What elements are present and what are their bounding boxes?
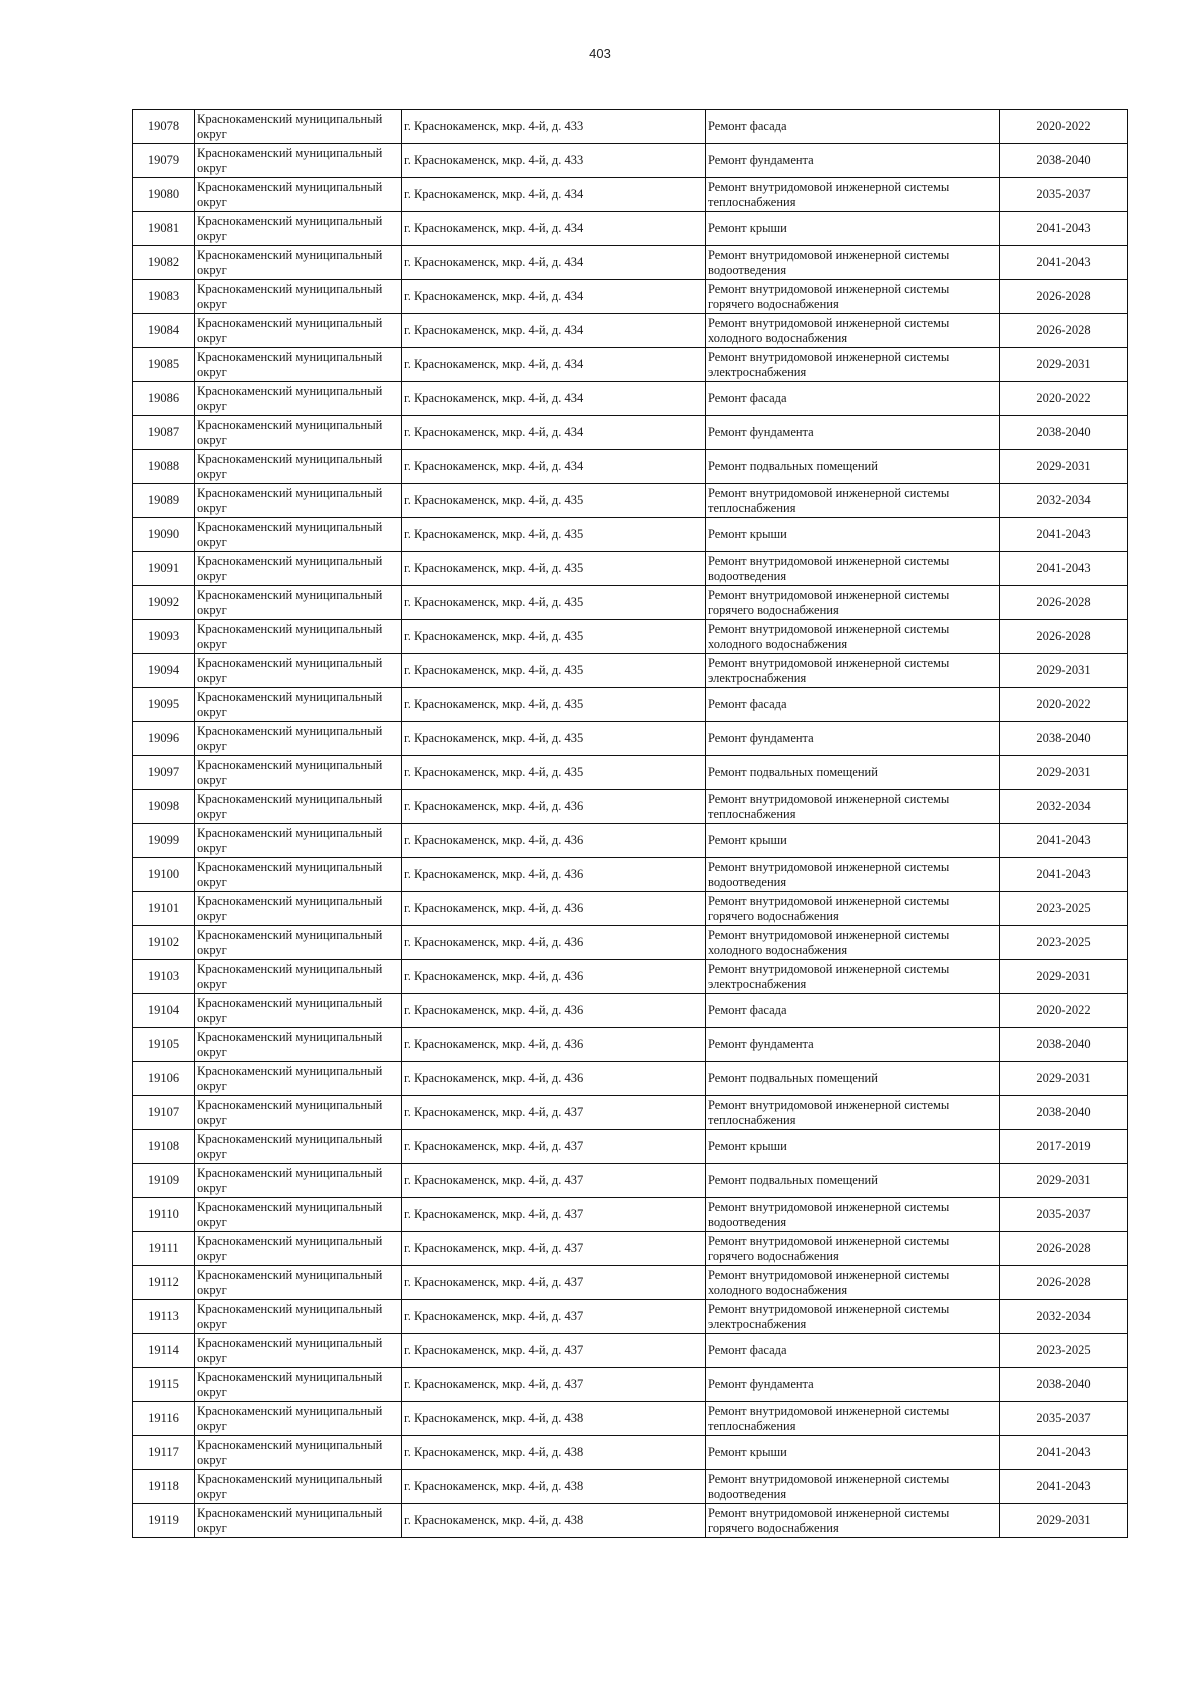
row-number-cell: 19119 xyxy=(133,1504,195,1538)
work-type-cell: Ремонт внутридомовой инженерной системы теплоснабжения xyxy=(706,178,1000,212)
period-cell: 2032-2034 xyxy=(1000,1300,1128,1334)
table-row xyxy=(133,1368,1128,1402)
period-cell: 2023-2025 xyxy=(1000,892,1128,926)
address-cell: г. Краснокаменск, мкр. 4-й, д. 433 xyxy=(402,144,706,178)
work-type-cell: Ремонт крыши xyxy=(706,518,1000,552)
period-cell: 2041-2043 xyxy=(1000,246,1128,280)
municipality-cell: Краснокаменский муниципальный округ xyxy=(195,1130,402,1164)
period-cell: 2026-2028 xyxy=(1000,314,1128,348)
work-type-cell: Ремонт внутридомовой инженерной системы водоотведения xyxy=(706,1198,1000,1232)
address-cell: г. Краснокаменск, мкр. 4-й, д. 435 xyxy=(402,484,706,518)
period-cell: 2029-2031 xyxy=(1000,960,1128,994)
table-row xyxy=(133,1402,1128,1436)
row-number-cell: 19079 xyxy=(133,144,195,178)
work-type-cell: Ремонт фундамента xyxy=(706,722,1000,756)
period-cell: 2038-2040 xyxy=(1000,1368,1128,1402)
municipality-cell: Краснокаменский муниципальный округ xyxy=(195,1368,402,1402)
table-row xyxy=(133,1232,1128,1266)
municipality-cell: Краснокаменский муниципальный округ xyxy=(195,1436,402,1470)
period-cell: 2035-2037 xyxy=(1000,1402,1128,1436)
row-number-cell: 19102 xyxy=(133,926,195,960)
municipality-cell: Краснокаменский муниципальный округ xyxy=(195,110,402,144)
row-number-cell: 19088 xyxy=(133,450,195,484)
municipality-cell: Краснокаменский муниципальный округ xyxy=(195,382,402,416)
table-row xyxy=(133,110,1128,144)
table-row xyxy=(133,314,1128,348)
municipality-cell: Краснокаменский муниципальный округ xyxy=(195,824,402,858)
row-number-cell: 19108 xyxy=(133,1130,195,1164)
period-cell: 2035-2037 xyxy=(1000,178,1128,212)
address-cell: г. Краснокаменск, мкр. 4-й, д. 436 xyxy=(402,790,706,824)
municipality-cell: Краснокаменский муниципальный округ xyxy=(195,450,402,484)
page-number: 403 xyxy=(589,46,611,61)
address-cell: г. Краснокаменск, мкр. 4-й, д. 434 xyxy=(402,314,706,348)
row-number-cell: 19115 xyxy=(133,1368,195,1402)
work-type-cell: Ремонт подвальных помещений xyxy=(706,450,1000,484)
municipality-cell: Краснокаменский муниципальный округ xyxy=(195,790,402,824)
row-number-cell: 19099 xyxy=(133,824,195,858)
address-cell: г. Краснокаменск, мкр. 4-й, д. 437 xyxy=(402,1130,706,1164)
row-number-cell: 19117 xyxy=(133,1436,195,1470)
work-type-cell: Ремонт внутридомовой инженерной системы теплоснабжения xyxy=(706,1096,1000,1130)
address-cell: г. Краснокаменск, мкр. 4-й, д. 435 xyxy=(402,756,706,790)
address-cell: г. Краснокаменск, мкр. 4-й, д. 434 xyxy=(402,450,706,484)
row-number-cell: 19084 xyxy=(133,314,195,348)
period-cell: 2032-2034 xyxy=(1000,790,1128,824)
address-cell: г. Краснокаменск, мкр. 4-й, д. 435 xyxy=(402,620,706,654)
table-row xyxy=(133,688,1128,722)
work-type-cell: Ремонт внутридомовой инженерной системы водоотведения xyxy=(706,246,1000,280)
row-number-cell: 19081 xyxy=(133,212,195,246)
table-row xyxy=(133,178,1128,212)
table-row xyxy=(133,756,1128,790)
municipality-cell: Краснокаменский муниципальный округ xyxy=(195,892,402,926)
table-row xyxy=(133,484,1128,518)
work-type-cell: Ремонт фасада xyxy=(706,382,1000,416)
address-cell: г. Краснокаменск, мкр. 4-й, д. 434 xyxy=(402,348,706,382)
address-cell: г. Краснокаменск, мкр. 4-й, д. 435 xyxy=(402,586,706,620)
municipality-cell: Краснокаменский муниципальный округ xyxy=(195,722,402,756)
period-cell: 2032-2034 xyxy=(1000,484,1128,518)
table-row xyxy=(133,1198,1128,1232)
municipality-cell: Краснокаменский муниципальный округ xyxy=(195,1232,402,1266)
period-cell: 2041-2043 xyxy=(1000,212,1128,246)
address-cell: г. Краснокаменск, мкр. 4-й, д. 436 xyxy=(402,824,706,858)
table-row xyxy=(133,348,1128,382)
period-cell: 2041-2043 xyxy=(1000,518,1128,552)
row-number-cell: 19105 xyxy=(133,1028,195,1062)
period-cell: 2029-2031 xyxy=(1000,1504,1128,1538)
work-type-cell: Ремонт подвальных помещений xyxy=(706,1062,1000,1096)
row-number-cell: 19104 xyxy=(133,994,195,1028)
work-type-cell: Ремонт крыши xyxy=(706,1130,1000,1164)
table-row xyxy=(133,722,1128,756)
address-cell: г. Краснокаменск, мкр. 4-й, д. 435 xyxy=(402,722,706,756)
period-cell: 2038-2040 xyxy=(1000,1096,1128,1130)
work-type-cell: Ремонт внутридомовой инженерной системы холодного водоснабжения xyxy=(706,926,1000,960)
address-cell: г. Краснокаменск, мкр. 4-й, д. 436 xyxy=(402,960,706,994)
address-cell: г. Краснокаменск, мкр. 4-й, д. 437 xyxy=(402,1232,706,1266)
row-number-cell: 19085 xyxy=(133,348,195,382)
table-row xyxy=(133,1470,1128,1504)
table-row xyxy=(133,1028,1128,1062)
table-row xyxy=(133,1436,1128,1470)
municipality-cell: Краснокаменский муниципальный округ xyxy=(195,654,402,688)
address-cell: г. Краснокаменск, мкр. 4-й, д. 435 xyxy=(402,654,706,688)
row-number-cell: 19110 xyxy=(133,1198,195,1232)
address-cell: г. Краснокаменск, мкр. 4-й, д. 435 xyxy=(402,518,706,552)
work-type-cell: Ремонт фундамента xyxy=(706,1368,1000,1402)
table-row xyxy=(133,212,1128,246)
work-type-cell: Ремонт фасада xyxy=(706,110,1000,144)
municipality-cell: Краснокаменский муниципальный округ xyxy=(195,620,402,654)
address-cell: г. Краснокаменск, мкр. 4-й, д. 437 xyxy=(402,1198,706,1232)
municipality-cell: Краснокаменский муниципальный округ xyxy=(195,348,402,382)
table-row xyxy=(133,858,1128,892)
work-type-cell: Ремонт внутридомовой инженерной системы холодного водоснабжения xyxy=(706,620,1000,654)
municipality-cell: Краснокаменский муниципальный округ xyxy=(195,926,402,960)
address-cell: г. Краснокаменск, мкр. 4-й, д. 434 xyxy=(402,382,706,416)
period-cell: 2041-2043 xyxy=(1000,824,1128,858)
period-cell: 2029-2031 xyxy=(1000,756,1128,790)
row-number-cell: 19116 xyxy=(133,1402,195,1436)
table-row xyxy=(133,1300,1128,1334)
row-number-cell: 19091 xyxy=(133,552,195,586)
municipality-cell: Краснокаменский муниципальный округ xyxy=(195,246,402,280)
address-cell: г. Краснокаменск, мкр. 4-й, д. 434 xyxy=(402,416,706,450)
period-cell: 2038-2040 xyxy=(1000,416,1128,450)
address-cell: г. Краснокаменск, мкр. 4-й, д. 434 xyxy=(402,280,706,314)
work-type-cell: Ремонт фундамента xyxy=(706,1028,1000,1062)
row-number-cell: 19094 xyxy=(133,654,195,688)
table-row xyxy=(133,1062,1128,1096)
work-type-cell: Ремонт внутридомовой инженерной системы электроснабжения xyxy=(706,960,1000,994)
period-cell: 2041-2043 xyxy=(1000,1436,1128,1470)
address-cell: г. Краснокаменск, мкр. 4-й, д. 438 xyxy=(402,1470,706,1504)
period-cell: 2023-2025 xyxy=(1000,926,1128,960)
row-number-cell: 19101 xyxy=(133,892,195,926)
table-row xyxy=(133,246,1128,280)
address-cell: г. Краснокаменск, мкр. 4-й, д. 436 xyxy=(402,892,706,926)
row-number-cell: 19089 xyxy=(133,484,195,518)
period-cell: 2038-2040 xyxy=(1000,144,1128,178)
period-cell: 2038-2040 xyxy=(1000,722,1128,756)
row-number-cell: 19095 xyxy=(133,688,195,722)
row-number-cell: 19087 xyxy=(133,416,195,450)
period-cell: 2029-2031 xyxy=(1000,654,1128,688)
work-type-cell: Ремонт фундамента xyxy=(706,144,1000,178)
address-cell: г. Краснокаменск, мкр. 4-й, д. 434 xyxy=(402,246,706,280)
municipality-cell: Краснокаменский муниципальный округ xyxy=(195,1096,402,1130)
municipality-cell: Краснокаменский муниципальный округ xyxy=(195,1028,402,1062)
address-cell: г. Краснокаменск, мкр. 4-й, д. 438 xyxy=(402,1436,706,1470)
period-cell: 2020-2022 xyxy=(1000,688,1128,722)
table-row xyxy=(133,518,1128,552)
municipality-cell: Краснокаменский муниципальный округ xyxy=(195,1470,402,1504)
address-cell: г. Краснокаменск, мкр. 4-й, д. 435 xyxy=(402,552,706,586)
period-cell: 2029-2031 xyxy=(1000,1164,1128,1198)
municipality-cell: Краснокаменский муниципальный округ xyxy=(195,858,402,892)
work-type-cell: Ремонт подвальных помещений xyxy=(706,756,1000,790)
work-type-cell: Ремонт крыши xyxy=(706,212,1000,246)
work-type-cell: Ремонт внутридомовой инженерной системы теплоснабжения xyxy=(706,484,1000,518)
municipality-cell: Краснокаменский муниципальный округ xyxy=(195,1334,402,1368)
address-cell: г. Краснокаменск, мкр. 4-й, д. 437 xyxy=(402,1096,706,1130)
address-cell: г. Краснокаменск, мкр. 4-й, д. 434 xyxy=(402,212,706,246)
table-row xyxy=(133,552,1128,586)
period-cell: 2041-2043 xyxy=(1000,552,1128,586)
table-row xyxy=(133,892,1128,926)
row-number-cell: 19114 xyxy=(133,1334,195,1368)
row-number-cell: 19096 xyxy=(133,722,195,756)
address-cell: г. Краснокаменск, мкр. 4-й, д. 437 xyxy=(402,1164,706,1198)
row-number-cell: 19109 xyxy=(133,1164,195,1198)
period-cell: 2029-2031 xyxy=(1000,450,1128,484)
municipality-cell: Краснокаменский муниципальный округ xyxy=(195,994,402,1028)
address-cell: г. Краснокаменск, мкр. 4-й, д. 438 xyxy=(402,1402,706,1436)
period-cell: 2020-2022 xyxy=(1000,994,1128,1028)
period-cell: 2017-2019 xyxy=(1000,1130,1128,1164)
address-cell: г. Краснокаменск, мкр. 4-й, д. 438 xyxy=(402,1504,706,1538)
table-row xyxy=(133,586,1128,620)
period-cell: 2026-2028 xyxy=(1000,280,1128,314)
row-number-cell: 19111 xyxy=(133,1232,195,1266)
row-number-cell: 19083 xyxy=(133,280,195,314)
municipality-cell: Краснокаменский муниципальный округ xyxy=(195,1504,402,1538)
table-row xyxy=(133,824,1128,858)
address-cell: г. Краснокаменск, мкр. 4-й, д. 437 xyxy=(402,1334,706,1368)
work-type-cell: Ремонт внутридомовой инженерной системы горячего водоснабжения xyxy=(706,892,1000,926)
work-type-cell: Ремонт крыши xyxy=(706,1436,1000,1470)
row-number-cell: 19078 xyxy=(133,110,195,144)
row-number-cell: 19103 xyxy=(133,960,195,994)
row-number-cell: 19090 xyxy=(133,518,195,552)
municipality-cell: Краснокаменский муниципальный округ xyxy=(195,688,402,722)
address-cell: г. Краснокаменск, мкр. 4-й, д. 434 xyxy=(402,178,706,212)
row-number-cell: 19098 xyxy=(133,790,195,824)
table-row xyxy=(133,1504,1128,1538)
table-row xyxy=(133,382,1128,416)
period-cell: 2020-2022 xyxy=(1000,110,1128,144)
row-number-cell: 19086 xyxy=(133,382,195,416)
municipality-cell: Краснокаменский муниципальный округ xyxy=(195,1402,402,1436)
address-cell: г. Краснокаменск, мкр. 4-й, д. 437 xyxy=(402,1300,706,1334)
row-number-cell: 19107 xyxy=(133,1096,195,1130)
work-type-cell: Ремонт внутридомовой инженерной системы горячего водоснабжения xyxy=(706,586,1000,620)
work-type-cell: Ремонт внутридомовой инженерной системы водоотведения xyxy=(706,858,1000,892)
work-type-cell: Ремонт подвальных помещений xyxy=(706,1164,1000,1198)
period-cell: 2029-2031 xyxy=(1000,1062,1128,1096)
table-row xyxy=(133,1266,1128,1300)
municipality-cell: Краснокаменский муниципальный округ xyxy=(195,1300,402,1334)
address-cell: г. Краснокаменск, мкр. 4-й, д. 437 xyxy=(402,1368,706,1402)
period-cell: 2041-2043 xyxy=(1000,1470,1128,1504)
work-type-cell: Ремонт внутридомовой инженерной системы водоотведения xyxy=(706,1470,1000,1504)
work-type-cell: Ремонт внутридомовой инженерной системы горячего водоснабжения xyxy=(706,1232,1000,1266)
municipality-cell: Краснокаменский муниципальный округ xyxy=(195,756,402,790)
row-number-cell: 19118 xyxy=(133,1470,195,1504)
row-number-cell: 19100 xyxy=(133,858,195,892)
municipality-cell: Краснокаменский муниципальный округ xyxy=(195,1266,402,1300)
table-row xyxy=(133,1334,1128,1368)
address-cell: г. Краснокаменск, мкр. 4-й, д. 437 xyxy=(402,1266,706,1300)
work-type-cell: Ремонт внутридомовой инженерной системы теплоснабжения xyxy=(706,1402,1000,1436)
municipality-cell: Краснокаменский муниципальный округ xyxy=(195,212,402,246)
period-cell: 2023-2025 xyxy=(1000,1334,1128,1368)
address-cell: г. Краснокаменск, мкр. 4-й, д. 436 xyxy=(402,1028,706,1062)
period-cell: 2026-2028 xyxy=(1000,1232,1128,1266)
address-cell: г. Краснокаменск, мкр. 4-й, д. 435 xyxy=(402,688,706,722)
table-row xyxy=(133,1096,1128,1130)
address-cell: г. Краснокаменск, мкр. 4-й, д. 433 xyxy=(402,110,706,144)
period-cell: 2026-2028 xyxy=(1000,586,1128,620)
row-number-cell: 19112 xyxy=(133,1266,195,1300)
table-row xyxy=(133,654,1128,688)
period-cell: 2041-2043 xyxy=(1000,858,1128,892)
municipality-cell: Краснокаменский муниципальный округ xyxy=(195,416,402,450)
table-row xyxy=(133,1130,1128,1164)
repair-schedule-table xyxy=(132,109,1128,1538)
work-type-cell: Ремонт внутридомовой инженерной системы теплоснабжения xyxy=(706,790,1000,824)
municipality-cell: Краснокаменский муниципальный округ xyxy=(195,1164,402,1198)
period-cell: 2029-2031 xyxy=(1000,348,1128,382)
table-row xyxy=(133,790,1128,824)
work-type-cell: Ремонт внутридомовой инженерной системы электроснабжения xyxy=(706,348,1000,382)
table-row xyxy=(133,450,1128,484)
municipality-cell: Краснокаменский муниципальный округ xyxy=(195,484,402,518)
row-number-cell: 19080 xyxy=(133,178,195,212)
municipality-cell: Краснокаменский муниципальный округ xyxy=(195,280,402,314)
address-cell: г. Краснокаменск, мкр. 4-й, д. 436 xyxy=(402,994,706,1028)
table-row xyxy=(133,1164,1128,1198)
municipality-cell: Краснокаменский муниципальный округ xyxy=(195,1198,402,1232)
row-number-cell: 19082 xyxy=(133,246,195,280)
period-cell: 2035-2037 xyxy=(1000,1198,1128,1232)
work-type-cell: Ремонт внутридомовой инженерной системы водоотведения xyxy=(706,552,1000,586)
table-row xyxy=(133,416,1128,450)
period-cell: 2026-2028 xyxy=(1000,620,1128,654)
row-number-cell: 19092 xyxy=(133,586,195,620)
municipality-cell: Краснокаменский муниципальный округ xyxy=(195,144,402,178)
municipality-cell: Краснокаменский муниципальный округ xyxy=(195,518,402,552)
work-type-cell: Ремонт внутридомовой инженерной системы горячего водоснабжения xyxy=(706,1504,1000,1538)
municipality-cell: Краснокаменский муниципальный округ xyxy=(195,960,402,994)
table-row xyxy=(133,926,1128,960)
address-cell: г. Краснокаменск, мкр. 4-й, д. 436 xyxy=(402,858,706,892)
municipality-cell: Краснокаменский муниципальный округ xyxy=(195,314,402,348)
table-row xyxy=(133,960,1128,994)
row-number-cell: 19093 xyxy=(133,620,195,654)
municipality-cell: Краснокаменский муниципальный округ xyxy=(195,178,402,212)
period-cell: 2026-2028 xyxy=(1000,1266,1128,1300)
work-type-cell: Ремонт фундамента xyxy=(706,416,1000,450)
work-type-cell: Ремонт внутридомовой инженерной системы холодного водоснабжения xyxy=(706,314,1000,348)
period-cell: 2038-2040 xyxy=(1000,1028,1128,1062)
row-number-cell: 19113 xyxy=(133,1300,195,1334)
table-row xyxy=(133,620,1128,654)
work-type-cell: Ремонт внутридомовой инженерной системы электроснабжения xyxy=(706,1300,1000,1334)
work-type-cell: Ремонт внутридомовой инженерной системы холодного водоснабжения xyxy=(706,1266,1000,1300)
work-type-cell: Ремонт внутридомовой инженерной системы электроснабжения xyxy=(706,654,1000,688)
table-body xyxy=(133,110,1128,1538)
work-type-cell: Ремонт фасада xyxy=(706,1334,1000,1368)
work-type-cell: Ремонт фасада xyxy=(706,994,1000,1028)
table-row xyxy=(133,144,1128,178)
address-cell: г. Краснокаменск, мкр. 4-й, д. 436 xyxy=(402,926,706,960)
municipality-cell: Краснокаменский муниципальный округ xyxy=(195,586,402,620)
table-row xyxy=(133,994,1128,1028)
work-type-cell: Ремонт крыши xyxy=(706,824,1000,858)
table-row xyxy=(133,280,1128,314)
municipality-cell: Краснокаменский муниципальный округ xyxy=(195,552,402,586)
municipality-cell: Краснокаменский муниципальный округ xyxy=(195,1062,402,1096)
address-cell: г. Краснокаменск, мкр. 4-й, д. 436 xyxy=(402,1062,706,1096)
work-type-cell: Ремонт фасада xyxy=(706,688,1000,722)
row-number-cell: 19097 xyxy=(133,756,195,790)
work-type-cell: Ремонт внутридомовой инженерной системы горячего водоснабжения xyxy=(706,280,1000,314)
row-number-cell: 19106 xyxy=(133,1062,195,1096)
period-cell: 2020-2022 xyxy=(1000,382,1128,416)
